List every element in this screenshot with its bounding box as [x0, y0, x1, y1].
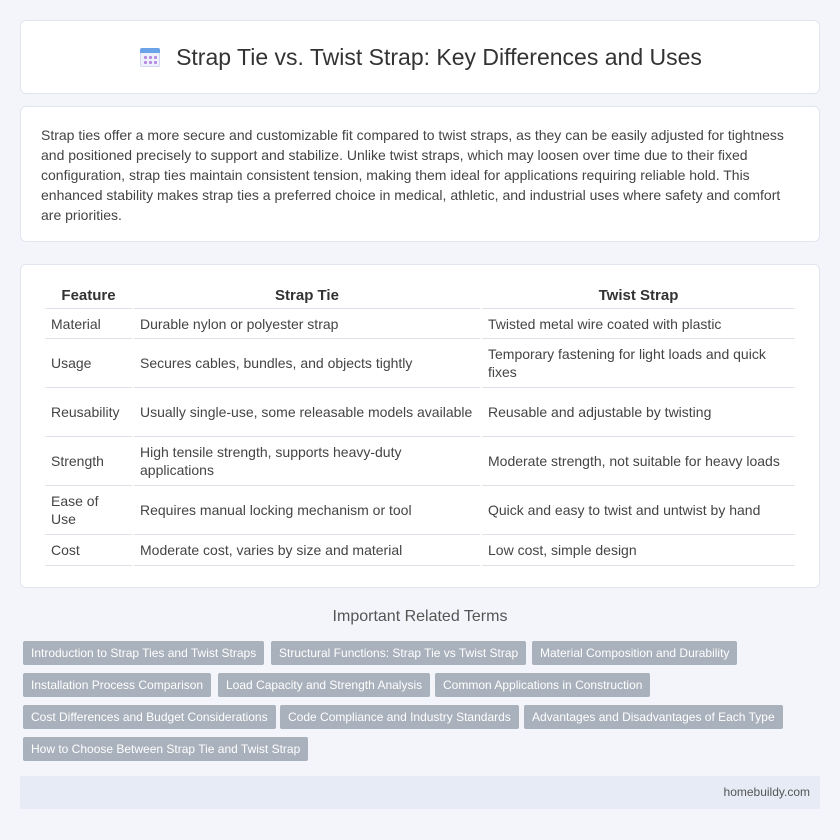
- cell-strap-tie: Requires manual locking mechanism or tool: [134, 486, 480, 535]
- intro-card: [20, 106, 820, 242]
- related-term-tag[interactable]: Code Compliance and Industry Standards: [280, 705, 519, 729]
- cell-strap-tie: Secures cables, bundles, and objects tightly: [134, 339, 480, 388]
- related-term-tag[interactable]: Structural Functions: Strap Tie vs Twist Strap: [271, 641, 526, 665]
- related-term-tag[interactable]: Cost Differences and Budget Considerations: [23, 705, 276, 729]
- cell-feature: Material: [45, 309, 132, 339]
- related-term-tag[interactable]: Advantages and Disadvantages of Each Type: [524, 705, 783, 729]
- comparison-table-card: [20, 264, 820, 588]
- cell-feature: Reusability: [45, 388, 132, 437]
- cell-strap-tie: Usually single-use, some releasable models available: [134, 388, 480, 437]
- cell-twist-strap: Twisted metal wire coated with plastic: [482, 309, 795, 339]
- related-term-tag[interactable]: Introduction to Strap Ties and Twist Straps: [23, 641, 264, 665]
- cell-strap-tie: Moderate cost, varies by size and material: [134, 535, 480, 566]
- cell-twist-strap: Low cost, simple design: [482, 535, 795, 566]
- table-row: [45, 486, 795, 535]
- calendar-icon: [138, 45, 162, 69]
- table-row: [45, 437, 795, 486]
- related-terms-heading: Important Related Terms: [332, 608, 508, 625]
- related-term-tag[interactable]: Material Composition and Durability: [532, 641, 737, 665]
- header-twist-strap: Twist Strap: [482, 283, 795, 309]
- header-feature: Feature: [45, 283, 132, 309]
- cell-twist-strap: Reusable and adjustable by twisting: [482, 388, 795, 437]
- cell-twist-strap: Quick and easy to twist and untwist by hand: [482, 486, 795, 535]
- table-row: [45, 388, 795, 437]
- footer: [20, 776, 820, 809]
- title-card: [20, 20, 820, 94]
- cell-twist-strap: Moderate strength, not suitable for heavy loads: [482, 437, 795, 486]
- related-term-tag[interactable]: Load Capacity and Strength Analysis: [218, 673, 430, 697]
- related-term-tag[interactable]: Common Applications in Construction: [435, 673, 650, 697]
- cell-feature: Cost: [45, 535, 132, 566]
- cell-feature: Usage: [45, 339, 132, 388]
- header-strap-tie: Strap Tie: [134, 283, 480, 309]
- footer-site-link[interactable]: homebuildy.com: [723, 785, 810, 799]
- related-term-tag[interactable]: How to Choose Between Strap Tie and Twist Strap: [23, 737, 308, 761]
- related-term-tag[interactable]: Installation Process Comparison: [23, 673, 211, 697]
- comparison-table: [43, 283, 797, 566]
- cell-twist-strap: Temporary fastening for light loads and quick fixes: [482, 339, 795, 388]
- table-row: [45, 339, 795, 388]
- cell-feature: Strength: [45, 437, 132, 486]
- table-row: [45, 309, 795, 339]
- table-row: [45, 535, 795, 566]
- page-title: Strap Tie vs. Twist Strap: Key Differences and Uses: [176, 43, 702, 70]
- intro-text: Strap ties offer a more secure and customizable fit compared to twist straps, as they can be easily adjusted for tightness and positioned precisely to support and stabilize. Unlike twist straps, which may loosen over time due to their fixed configuration, strap ties maintain consistent tension, making them ideal for applications requiring reliable hold. This enhanced stability makes strap ties a preferred choice in medical, athletic, and industrial uses where safety and comfort are priorities.: [41, 127, 784, 223]
- cell-strap-tie: High tensile strength, supports heavy-duty applications: [134, 437, 480, 486]
- cell-strap-tie: Durable nylon or polyester strap: [134, 309, 480, 339]
- table-header-row: [45, 283, 795, 309]
- cell-feature: Ease of Use: [45, 486, 132, 535]
